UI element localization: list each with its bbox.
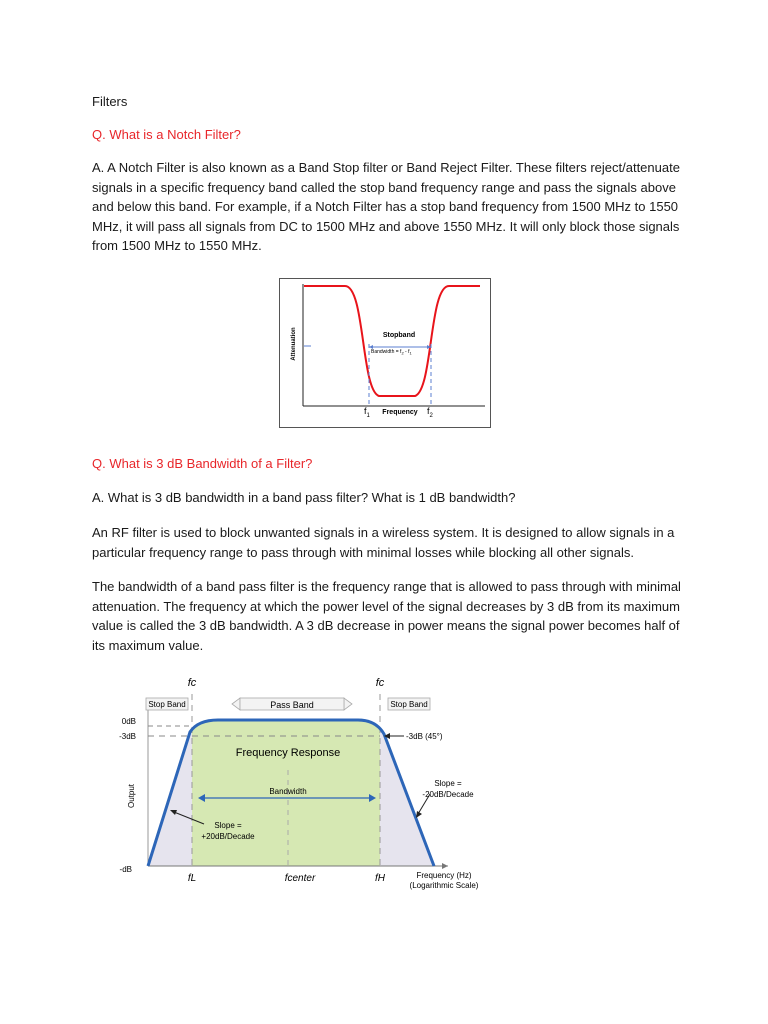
bandwidth-formula: Bandwidth = $f_2 - f_1$ [371, 349, 412, 356]
frequency-axis-scale: (Logarithmic Scale) [409, 881, 479, 890]
bandpass-filter-figure [108, 670, 498, 900]
page-title: Filters [92, 94, 128, 109]
bandwidth-paragraph: The bandwidth of a band pass filter is the frequency range that is allowed to pass through with minimal attenuation. The frequency at which the power level of the signal decreases by 3 dB from its maximum value is called the 3 dB bandwidth. A 3 dB decrease in power means the signal power becomes half of its maximum value. [92, 579, 681, 653]
answer-3db-intro: A. What is 3 dB bandwidth in a band pass filter? What is 1 dB bandwidth? [92, 490, 516, 505]
zero-db-label: 0dB [121, 717, 136, 726]
f2-label: $f_2$ [427, 406, 433, 419]
bp-y-label: Output [127, 783, 136, 809]
frequency-axis-label: Frequency (Hz) [416, 871, 472, 880]
fc-left-label: fc [187, 677, 197, 689]
rf-filter-paragraph: An RF filter is used to block unwanted signals in a wireless system. It is designed to allow signals in a particular frequency range to pass through with minimal losses while blocking all other signals. [92, 525, 675, 560]
bp-x-axis-arrow [442, 863, 448, 869]
question-3db-bandwidth: Q. What is 3 dB Bandwidth of a Filter? [92, 456, 313, 471]
notch-x-label: Frequency [382, 409, 418, 416]
f1-label: $f_1$ [364, 406, 370, 419]
frequency-response-label: Frequency Response [235, 747, 341, 759]
question-notch-filter: Q. What is a Notch Filter? [92, 127, 241, 142]
answer-notch-filter: A. A Notch Filter is also known as a Band Stop filter or Band Reject Filter. These filters reject/attenuate signals in a specific frequency band called the stop band frequency range and pass the signals above and below this band. For example, if a Notch Filter has a stop band frequency from 1500 MHz to 1550 MHz, it will pass all signals from DC to 1500 MHz and above 1550 MHz. It will only block those signals from 1500 MHz to 1550 MHz. [92, 160, 680, 253]
slope-left-line1: Slope = [214, 821, 242, 830]
slope-left-line2: +20dB/Decade [201, 832, 255, 841]
slope-right-line1: Slope = [434, 779, 462, 788]
notch-y-label: Attenuation [291, 327, 297, 361]
slope-right-line2: -20dB/Decade [422, 790, 474, 799]
bandwidth-label: Bandwidth [269, 787, 307, 796]
minus-db-label: -dB [119, 865, 132, 874]
pass-band-label: Pass Band [270, 700, 314, 710]
stop-band-left-label: Stop Band [148, 700, 186, 709]
notch-filter-figure [279, 278, 491, 428]
stop-band-right-label: Stop Band [390, 700, 428, 709]
fcenter-label: fcenter [284, 873, 316, 884]
minus3db-note: -3dB (45°) [406, 732, 443, 741]
fh-label: fH [375, 873, 385, 884]
stopband-label: Stopband [382, 332, 416, 339]
minus3db-label: -3dB [119, 732, 136, 741]
fc-right-label: fc [375, 677, 385, 689]
fl-label: fL [187, 873, 197, 884]
